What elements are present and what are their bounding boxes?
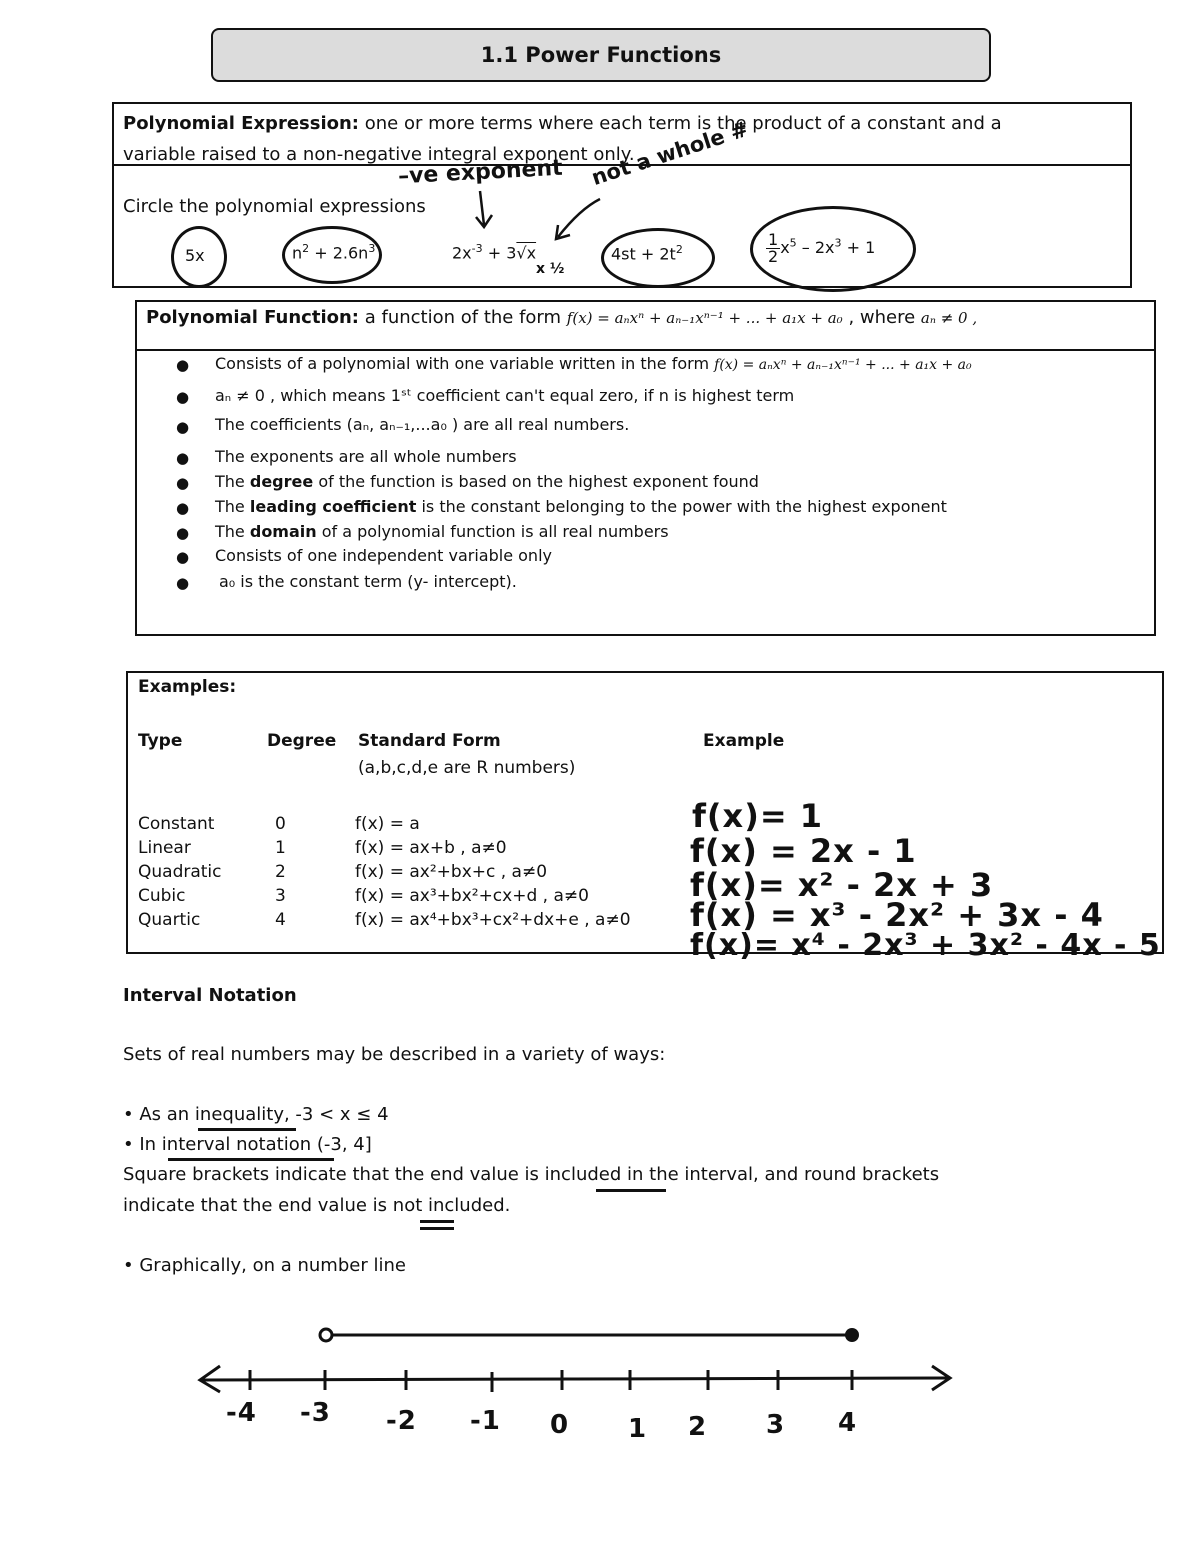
hand-example-cubic: f(x) = x³ - 2x² + 3x - 4 bbox=[690, 896, 1104, 934]
bullet-7: The domain of a polynomial function is all real numbers bbox=[215, 522, 669, 541]
bullet-9: a₀ is the constant term (y- intercept). bbox=[219, 572, 517, 591]
underline-interval-notation bbox=[168, 1158, 334, 1161]
expression-2x-3-3sqrtx: $2x^{-3} + 3√x$ bbox=[452, 242, 537, 263]
note-x-half: x ½ bbox=[536, 261, 565, 277]
interval-bullet-inequality: • As an inequality, -3 < x ≤ 4 bbox=[123, 1104, 389, 1125]
tick-label-2: 2 bbox=[688, 1412, 708, 1442]
open-endpoint bbox=[320, 1329, 332, 1341]
note-negative-exponent: –ve exponent bbox=[397, 155, 564, 190]
table-row: Quartic 4 f(x) = ax⁴+bx³+cx²+dx+e , a≠0 bbox=[138, 910, 631, 930]
hand-example-linear: f(x) = 2x - 1 bbox=[690, 832, 917, 870]
expression-n2-2.6n3: $n^2 + 2.6n^3$ bbox=[292, 242, 376, 263]
bullet-4: The exponents are all whole numbers bbox=[215, 447, 517, 466]
tick-label-neg1: -1 bbox=[470, 1406, 501, 1436]
interval-paragraph-line1: Square brackets indicate that the end value is included in the interval, and round brackets bbox=[123, 1164, 940, 1185]
tick-label-neg2: -2 bbox=[386, 1406, 417, 1436]
tick-label-3: 3 bbox=[766, 1410, 786, 1440]
annotation-arrows bbox=[440, 185, 610, 245]
interval-bullet-graphically: • Graphically, on a number line bbox=[123, 1255, 406, 1276]
tick-label-1: 1 bbox=[628, 1414, 648, 1444]
arrow-down bbox=[476, 191, 492, 227]
closed-endpoint bbox=[845, 1328, 859, 1342]
tick-label-4: 4 bbox=[838, 1408, 858, 1438]
expression-4st-2t2: $4st + 2t^2$ bbox=[611, 243, 683, 264]
double-underline-not-2 bbox=[420, 1227, 454, 1230]
tick-label-0: 0 bbox=[550, 1410, 570, 1440]
polynomial-function-divider bbox=[135, 349, 1154, 351]
examples-label: Examples: bbox=[138, 677, 237, 697]
definition-line1: one or more terms where each term is the product of a constant and a bbox=[364, 113, 1002, 134]
interval-heading: Interval Notation bbox=[123, 985, 297, 1006]
bullet-2: aₙ ≠ 0 , which means 1ˢᵗ coefficient can't equal zero, if n is highest term bbox=[215, 386, 795, 405]
table-row: Constant 0 f(x) = a bbox=[138, 814, 420, 834]
arrow-left bbox=[556, 199, 600, 239]
bullet-5: The degree of the function is based on the highest exponent found bbox=[215, 472, 759, 491]
header-example: Example bbox=[703, 731, 785, 751]
bullet-3: The coefficients (aₙ, aₙ₋₁,...a₀ ) are all real numbers. bbox=[215, 415, 630, 434]
hand-example-quartic: f(x)= x⁴ - 2x³ + 3x² - 4x - 5 bbox=[690, 928, 1161, 963]
table-row: Quadratic 2 f(x) = ax²+bx+c , a≠0 bbox=[138, 862, 548, 882]
circle-prompt: Circle the polynomial expressions bbox=[123, 196, 426, 217]
polynomial-function-definition: Polynomial Function: a function of the form f(x) = aₙxⁿ + aₙ₋₁xⁿ⁻¹ + ... + a₁x + a₀ , where aₙ ≠ 0 , bbox=[146, 307, 978, 328]
note-not-whole: not a whole # bbox=[588, 116, 752, 190]
expression-5x: 5x bbox=[185, 246, 205, 265]
definition-line2: variable raised to a non-negative integral exponent only. bbox=[123, 144, 635, 165]
subheader-standard-form: (a,b,c,d,e are R numbers) bbox=[358, 758, 576, 778]
header-type: Type bbox=[138, 731, 183, 751]
interval-paragraph-line2: indicate that the end value is not included. bbox=[123, 1195, 511, 1216]
polynomial-function-label: Polynomial Function: bbox=[146, 307, 360, 328]
table-row: Linear 1 f(x) = ax+b , a≠0 bbox=[138, 838, 507, 858]
hand-example-quadratic: f(x)= x² - 2x + 3 bbox=[690, 866, 994, 904]
interval-intro: Sets of real numbers may be described in a variety of ways: bbox=[123, 1044, 666, 1065]
double-underline-not-1 bbox=[420, 1220, 454, 1223]
interval-bullet-notation: • In interval notation (-3, 4] bbox=[123, 1134, 372, 1155]
page-title: 1.1 Power Functions bbox=[211, 28, 991, 82]
underline-included bbox=[596, 1189, 666, 1192]
bullet-1: Consists of a polynomial with one variable written in the form f(x) = aₙxⁿ + aₙ₋₁xⁿ⁻¹ + ... + a₁x + a₀ bbox=[215, 354, 972, 373]
hand-example-constant: f(x)= 1 bbox=[692, 797, 824, 835]
examples-table-rows bbox=[138, 812, 631, 932]
bullet-8: Consists of one independent variable only bbox=[215, 546, 552, 565]
tick-label-neg3: -3 bbox=[300, 1398, 331, 1428]
expression-half-x5: $\frac{1}{2}x^5 - 2x^3 + 1$ bbox=[768, 230, 876, 266]
header-degree: Degree bbox=[267, 731, 337, 751]
underline-inequality bbox=[198, 1128, 296, 1131]
bullet-6: The leading coefficient is the constant belonging to the power with the highest exponent bbox=[215, 497, 947, 516]
number-line bbox=[190, 1320, 970, 1460]
polynomial-expression-label: Polynomial Expression: bbox=[123, 113, 360, 134]
axis-line bbox=[202, 1378, 948, 1380]
header-standard-form: Standard Form bbox=[358, 731, 501, 751]
tick-label-neg4: -4 bbox=[226, 1398, 257, 1428]
table-row: Cubic 3 f(x) = ax³+bx²+cx+d , a≠0 bbox=[138, 886, 589, 906]
